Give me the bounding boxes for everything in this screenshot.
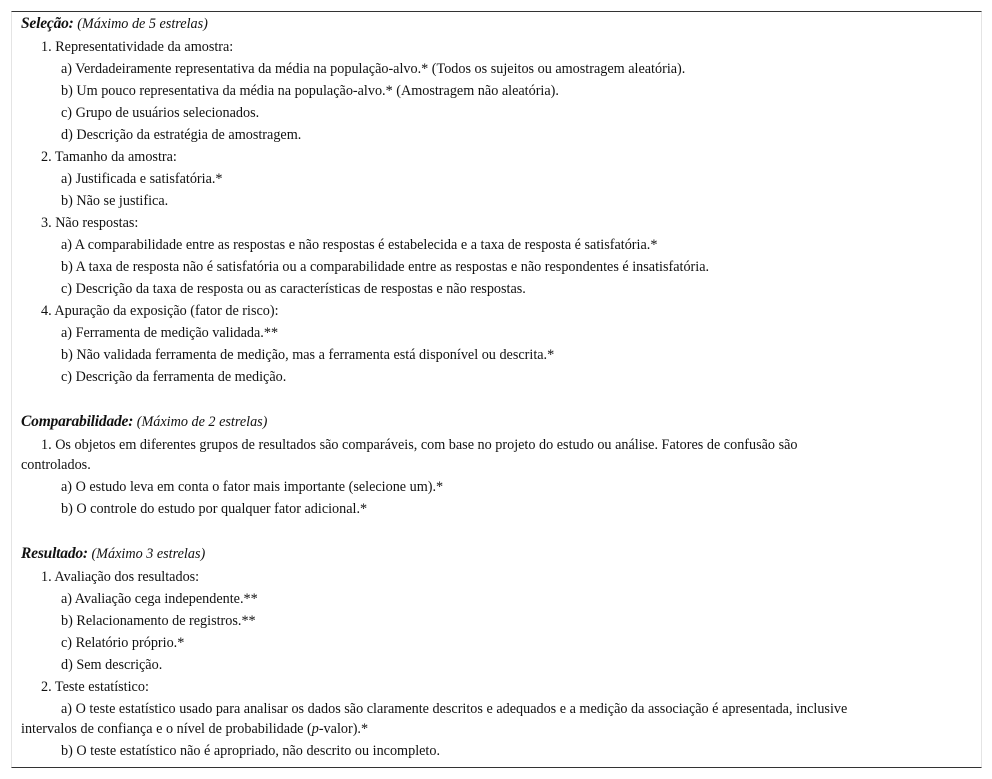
section-note: (Máximo de 2 estrelas)	[136, 414, 268, 430]
option: a) A comparabilidade entre as respostas e não respostas é estabelecida e a taxa de resposta é satisfatória.*	[61, 237, 658, 253]
text-segment: intervalos de confiança e o nível de probabilidade (	[21, 721, 312, 737]
option: b) A taxa de resposta não é satisfatória ou a comparabilidade entre as respostas e não respondentes é insatisfatória.	[61, 259, 710, 275]
option: b) Não se justifica.	[61, 193, 169, 209]
option: c) Grupo de usuários selecionados.	[61, 105, 260, 121]
option: a) O teste estatístico usado para analisar os dados são claramente descritos e adequados e a medição da associação é apresentada, inclusive	[61, 701, 848, 717]
question: 1. Representatividade da amostra:	[41, 39, 234, 55]
section-note: (Máximo de 5 estrelas)	[77, 16, 208, 32]
question: 2. Teste estatístico:	[41, 679, 149, 695]
section-heading-selecao	[21, 15, 208, 33]
section-title: Seleção:	[21, 15, 74, 32]
section-heading-resultado	[21, 545, 205, 563]
option: b) Relacionamento de registros.**	[61, 613, 256, 629]
question: 4. Apuração da exposição (fator de risco):	[41, 303, 279, 319]
section-title: Resultado:	[21, 545, 88, 562]
option: b) O controle do estudo por qualquer fator adicional.*	[61, 501, 368, 517]
option: b) Não validada ferramenta de medição, mas a ferramenta está disponível ou descrita.*	[61, 347, 555, 363]
option: d) Sem descrição.	[61, 657, 163, 673]
option: c) Descrição da ferramenta de medição.	[61, 369, 287, 385]
question-continuation: controlados.	[21, 457, 91, 473]
option: a) Verdadeiramente representativa da média na população-alvo.* (Todos os sujeitos ou amostragem aleatória).	[61, 61, 686, 77]
question: 2. Tamanho da amostra:	[41, 149, 177, 165]
option: b) O teste estatístico não é apropriado, não descrito ou incompleto.	[61, 743, 441, 759]
section-heading-comparabilidade	[21, 413, 267, 431]
option: a) Ferramenta de medição validada.**	[61, 325, 279, 341]
section-title: Comparabilidade:	[21, 413, 134, 430]
option: a) Justificada e satisfatória.*	[61, 171, 223, 187]
question: 1. Avaliação dos resultados:	[41, 569, 200, 585]
option: a) O estudo leva em conta o fator mais importante (selecione um).*	[61, 479, 444, 495]
table-frame	[11, 11, 982, 768]
option: b) Um pouco representativa da média na população-alvo.* (Amostragem não aleatória).	[61, 83, 559, 99]
question: 1. Os objetos em diferentes grupos de resultados são comparáveis, com base no projeto do estudo ou análise. Fatores de confusão são	[41, 437, 798, 453]
question: 3. Não respostas:	[41, 215, 139, 231]
text-segment: -valor).*	[318, 721, 369, 737]
option-continuation	[21, 720, 368, 738]
option: c) Descrição da taxa de resposta ou as características de respostas e não respostas.	[61, 281, 526, 297]
p-value-italic: p	[311, 721, 319, 737]
section-note: (Máximo 3 estrelas)	[91, 546, 206, 562]
option: a) Avaliação cega independente.**	[61, 591, 258, 607]
option: c) Relatório próprio.*	[61, 635, 185, 651]
option: d) Descrição da estratégia de amostragem.	[61, 127, 302, 143]
